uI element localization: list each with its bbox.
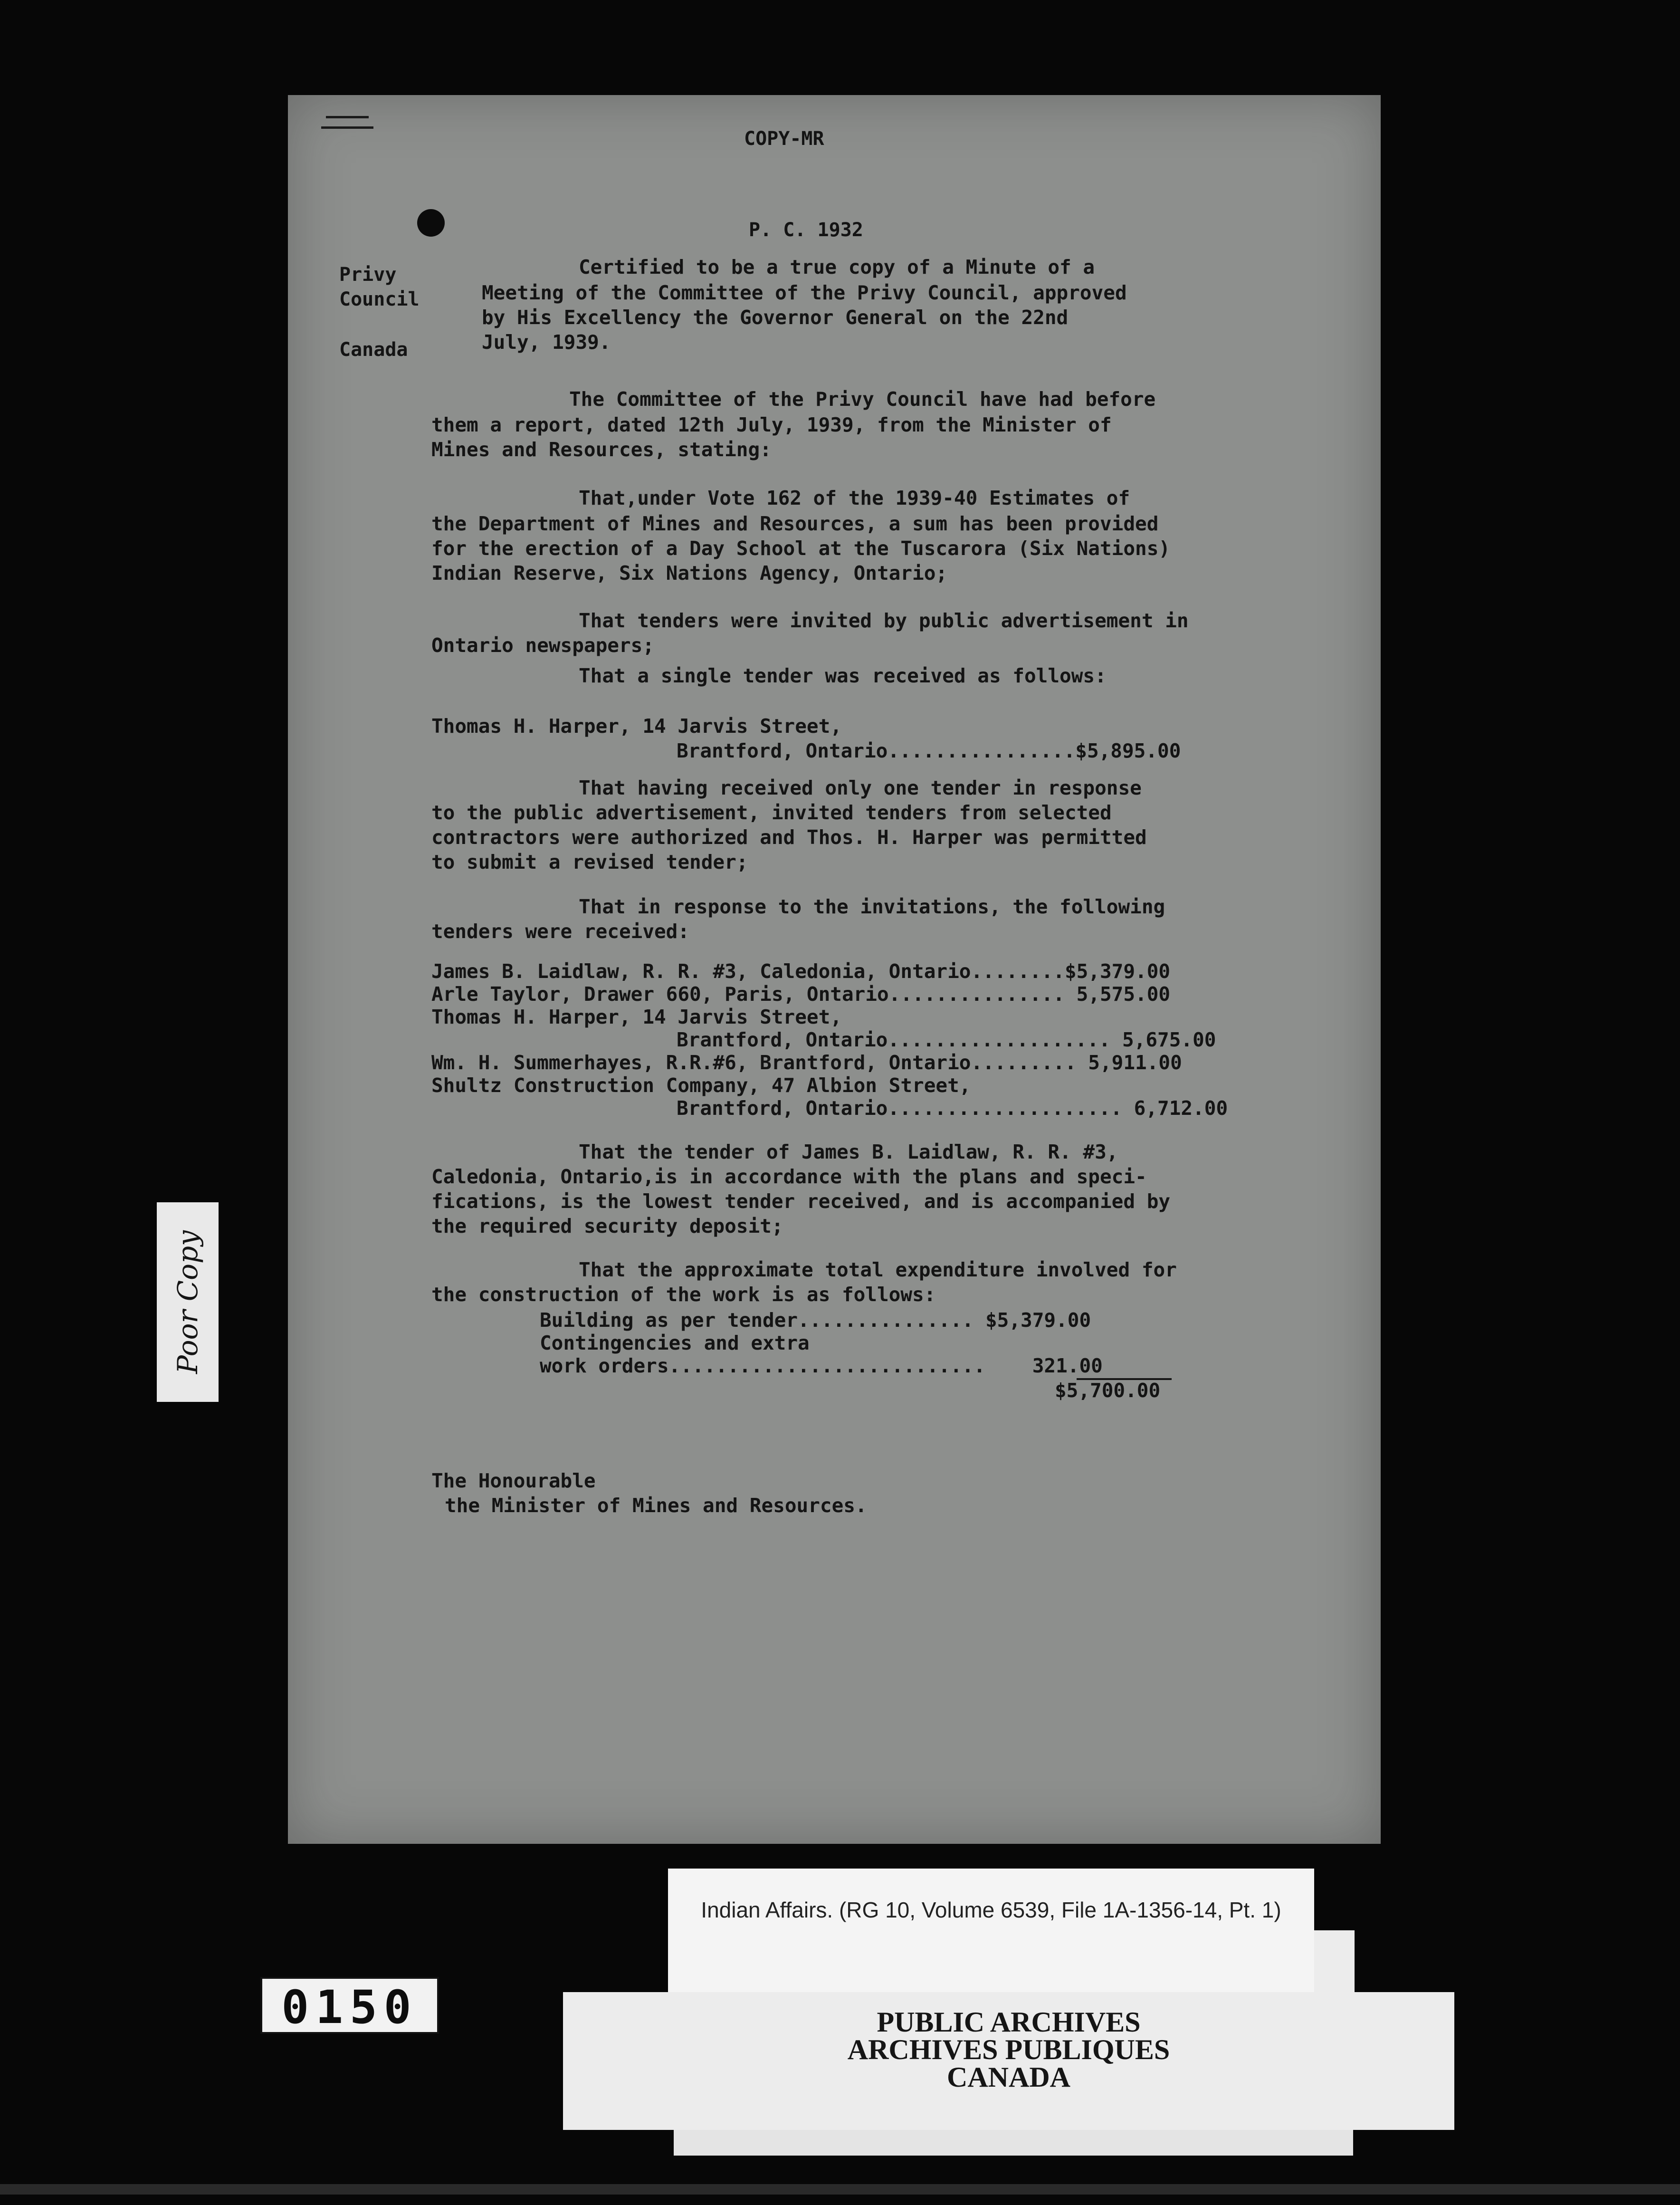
lower-label-strip xyxy=(674,2130,1353,2156)
sidebar-council: Council xyxy=(339,288,420,310)
text-line: the construction of the work is as follows: xyxy=(431,1283,936,1306)
text-line: to the public advertisement, invited tenders from selected xyxy=(431,801,1112,824)
text-line: Caledonia, Ontario,is in accordance with the plans and speci- xyxy=(431,1165,1147,1188)
document-page xyxy=(288,95,1381,1844)
list-item: Brantford, Ontario.................... 6,712.00 xyxy=(677,1097,1228,1120)
text-line: Ontario newspapers; xyxy=(431,634,654,657)
text-line: fications, is the lowest tender received, and is accompanied by xyxy=(431,1190,1171,1213)
list-item: Arle Taylor, Drawer 660, Paris, Ontario............... 5,575.00 xyxy=(431,983,1171,1006)
expenditure-line: Building as per tender............... $5,379.00 xyxy=(540,1309,1091,1332)
text-line: That the tender of James B. Laidlaw, R. R. #3, xyxy=(579,1141,1118,1163)
text-line: Certified to be a true copy of a Minute of a xyxy=(579,256,1095,278)
text-line: them a report, dated 12th July, 1939, from the Minister of xyxy=(431,413,1112,436)
text-line: tenders were received: xyxy=(431,920,690,943)
text-line: Meeting of the Committee of the Privy Council, approved xyxy=(482,281,1127,304)
pc-number: P. C. 1932 xyxy=(749,219,863,241)
text-line: The Honourable xyxy=(431,1469,596,1492)
copy-label: COPY-MR xyxy=(744,128,824,150)
text-line: Indian Reserve, Six Nations Agency, Ontario; xyxy=(431,562,948,585)
text-line: That having received only one tender in response xyxy=(579,777,1142,799)
list-item: Shultz Construction Company, 47 Albion Street, xyxy=(431,1074,971,1097)
text-line: to submit a revised tender; xyxy=(431,851,748,873)
text-line: That the approximate total expenditure involved for xyxy=(579,1258,1177,1281)
text-line: for the erection of a Day School at the Tuscarora (Six Nations) xyxy=(431,537,1171,560)
handwritten-note xyxy=(157,1202,219,1402)
text-line: by His Excellency the Governor General on the 22nd xyxy=(482,306,1069,329)
sidebar-privy: Privy xyxy=(339,264,397,286)
list-item: Wm. H. Summerhayes, R.R.#6, Brantford, Ontario......... 5,911.00 xyxy=(431,1051,1182,1074)
list-item: James B. Laidlaw, R. R. #3, Caledonia, Ontario........$5,379.00 xyxy=(431,960,1171,983)
sidebar-canada: Canada xyxy=(339,339,408,361)
stamp-line: PUBLIC ARCHIVES xyxy=(877,2006,1141,2038)
citation-card xyxy=(668,1869,1314,1992)
citation-text: Indian Affairs. (RG 10, Volume 6539, File 1A-1356-14, Pt. 1) xyxy=(701,1898,1281,1922)
top-mark xyxy=(326,116,369,118)
list-item: Brantford, Ontario................... 5,675.00 xyxy=(677,1028,1216,1051)
list-item: Thomas H. Harper, 14 Jarvis Street, xyxy=(431,1006,842,1028)
expenditure-total: $5,700.00 xyxy=(1055,1379,1161,1402)
text-line: July, 1939. xyxy=(482,331,611,354)
note-text: Poor Copy xyxy=(172,1230,204,1374)
text-line: the required security deposit; xyxy=(431,1215,783,1237)
expenditure-line: Contingencies and extra xyxy=(540,1332,810,1354)
text-line: the Minister of Mines and Resources. xyxy=(445,1494,867,1517)
text-line: That,under Vote 162 of the 1939-40 Estimates of xyxy=(579,487,1130,509)
top-mark xyxy=(321,126,373,129)
stamp-line: CANADA xyxy=(947,2061,1070,2093)
expenditure-line: work orders........................... 321.00 xyxy=(540,1354,1103,1377)
text-line: the Department of Mines and Resources, a sum has been provided xyxy=(431,512,1159,535)
archive-stamp xyxy=(563,2008,1454,2091)
frame-number-text: 0150 xyxy=(281,1981,418,2034)
text-line: That in response to the invitations, the following xyxy=(579,895,1165,918)
text-line: Brantford, Ontario................$5,895.00 xyxy=(677,739,1181,762)
text-line: That tenders were invited by public advertisement in xyxy=(579,609,1189,632)
frame-number xyxy=(260,1977,439,2034)
text-line: contractors were authorized and Thos. H. Harper was permitted xyxy=(431,826,1147,849)
punch-hole xyxy=(417,209,445,237)
text-line: Mines and Resources, stating: xyxy=(431,438,772,461)
film-edge xyxy=(0,2184,1680,2195)
stamp-line: ARCHIVES PUBLIQUES xyxy=(847,2034,1170,2065)
text-line: The Committee of the Privy Council have had before xyxy=(569,388,1156,411)
text-line: Thomas H. Harper, 14 Jarvis Street, xyxy=(431,715,842,738)
single-tender-intro: That a single tender was received as follows: xyxy=(579,664,1107,687)
